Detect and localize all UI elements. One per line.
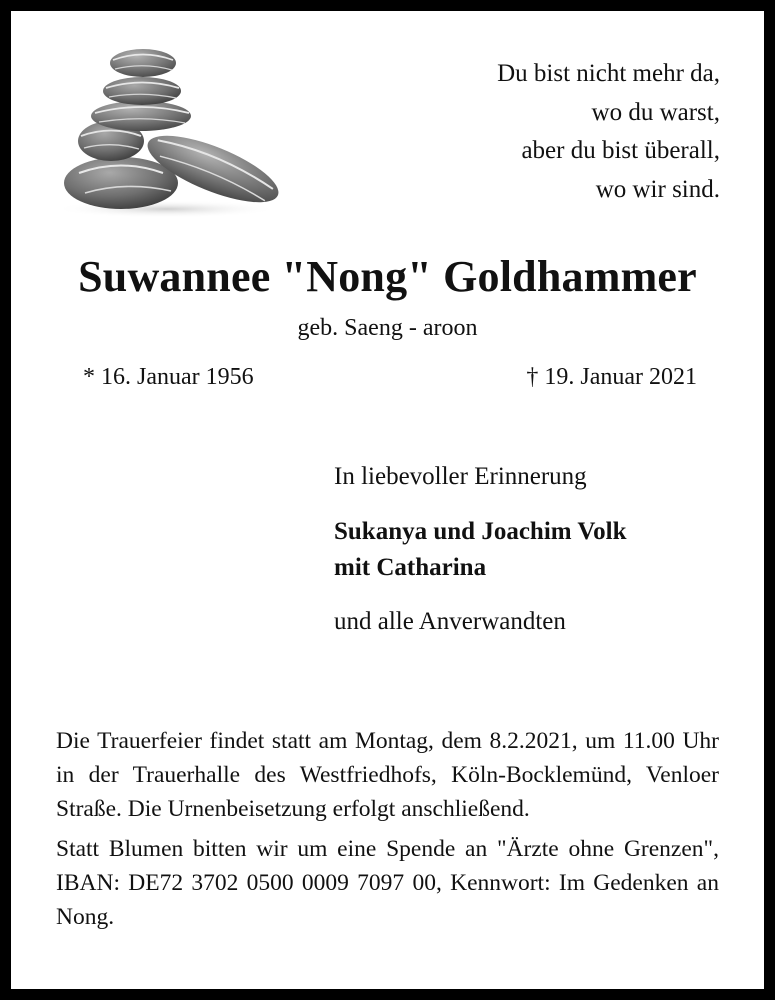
birth-date: * 16. Januar 1956 [83,364,254,390]
obituary-card [11,11,764,989]
mourner-name: Sukanya und Joachim Volk [334,518,627,545]
service-paragraph: Die Trauerfeier findet statt am Montag, dem 8.2.2021, um 11.00 Uhr in der Trauerhalle des Westfriedhofs, Köln-Bocklemünd, Venloer Straße. Die Urnenbeisetzung erfolgt anschließend. [56,728,719,822]
mourner-names [334,514,627,586]
remembrance-intro: In liebevoller Erinnerung [334,463,587,490]
donation-paragraph: Statt Blumen bitten wir um eine Spende an "Ärzte ohne Grenzen", IBAN: DE72 3702 0500 0009 7097 00, Kennwort: Im Gedenken an Nong. [56,836,719,930]
poem [497,55,720,209]
poem-line: wo wir sind. [595,175,720,203]
relatives-line: und alle Anverwandten [334,608,566,635]
poem-line: wo du warst, [591,98,720,126]
poem-line: Du bist nicht mehr da, [497,60,720,87]
stacked-stones-icon [51,33,281,218]
mourner-name: mit Catharina [334,554,487,581]
deceased-name: Suwannee "Nong" Goldhammer [78,252,697,301]
mourners-block [334,463,627,636]
funeral-details [56,724,719,934]
maiden-name: geb. Saeng - aroon [297,315,478,341]
death-date: † 19. Januar 2021 [526,364,697,390]
poem-line: aber du bist überall, [521,137,720,164]
